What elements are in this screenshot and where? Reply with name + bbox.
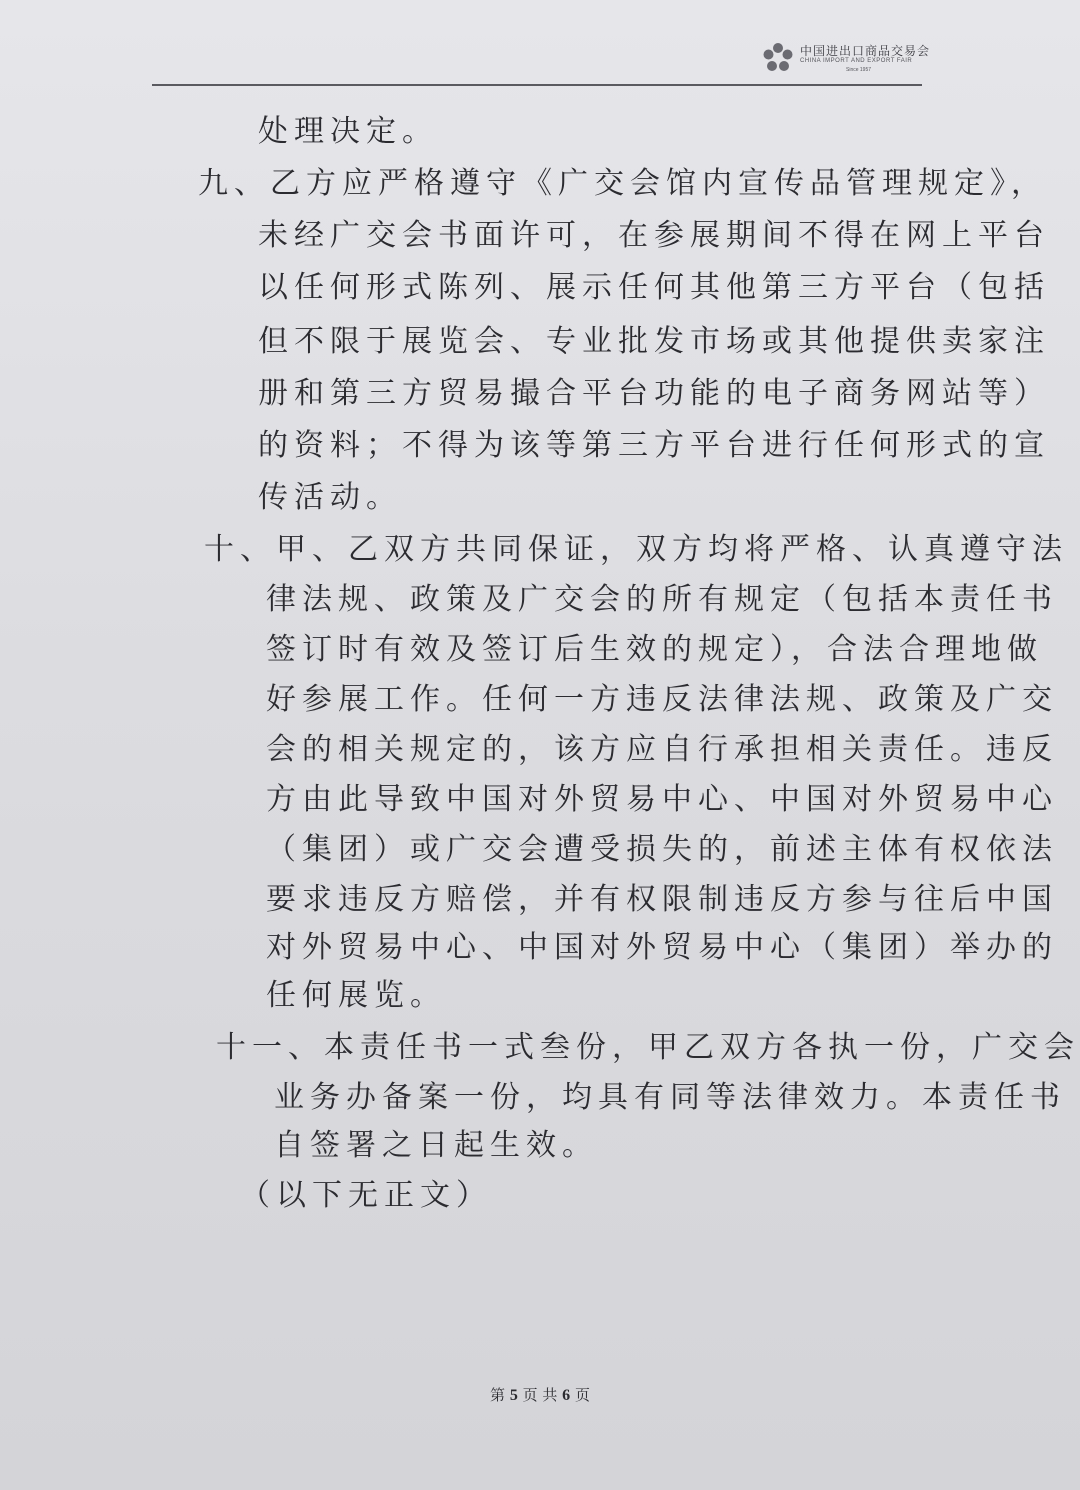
page-number-prefix: 第 <box>490 1386 506 1404</box>
logo-english-text: CHINA IMPORT AND EXPORT FAIR <box>800 58 913 64</box>
body-line: 自签署之日起生效。 <box>274 1128 598 1163</box>
body-line: （集团）或广交会遭受损失的，前述主体有权依法 <box>266 832 1058 867</box>
header-divider <box>152 84 922 86</box>
page-number-suffix: 页 <box>574 1386 590 1404</box>
clause-9-heading-line: 九、乙方应严格遵守《广交会馆内宣传品管理规定》， <box>198 166 1047 201</box>
end-of-text-note: （以下无正文） <box>240 1178 492 1213</box>
body-line: 册和第三方贸易撮合平台功能的电子商务网站等） <box>258 376 1050 411</box>
body-line: 签订时有效及签订后生效的规定），合法合理地做 <box>266 632 1043 667</box>
page-number <box>0 1384 1080 1405</box>
body-line: 传活动。 <box>258 480 402 515</box>
total-pages: 6 <box>562 1387 571 1404</box>
body-line: 但不限于展览会、专业批发市场或其他提供卖家注 <box>258 324 1050 359</box>
body-line: 业务办备案一份，均具有同等法律效力。本责任书 <box>274 1080 1066 1115</box>
body-line: 方由此导致中国对外贸易中心、中国对外贸易中心 <box>266 782 1058 817</box>
body-line: 的资料；不得为该等第三方平台进行任何形式的宣 <box>258 428 1050 463</box>
body-line: 对外贸易中心、中国对外贸易中心（集团）举办的 <box>266 930 1058 965</box>
logo-since-text: Since 1957 <box>846 67 872 73</box>
page-number-middle: 页 共 <box>522 1386 558 1404</box>
body-line: 会的相关规定的，该方应自行承担相关责任。违反 <box>266 732 1058 767</box>
clause-11-heading-line: 十一、本责任书一式叁份，甲乙双方各执一份，广交会 <box>216 1030 1080 1065</box>
body-line: 以任何形式陈列、展示任何其他第三方平台（包括 <box>258 270 1050 305</box>
body-line: 要求违反方赔偿，并有权限制违反方参与往后中国 <box>266 882 1058 917</box>
body-line: 处理决定。 <box>258 114 438 149</box>
canton-fair-logo <box>760 40 930 76</box>
body-line: 任何展览。 <box>266 978 446 1013</box>
current-page: 5 <box>509 1387 518 1404</box>
clause-10-heading-line: 十、甲、乙双方共同保证，双方均将严格、认真遵守法 <box>204 532 1068 567</box>
flower-logo-icon <box>760 40 796 76</box>
logo-chinese-text: 中国进出口商品交易会 <box>800 44 931 58</box>
body-line: 未经广交会书面许可，在参展期间不得在网上平台 <box>258 218 1050 253</box>
body-line: 好参展工作。任何一方违反法律法规、政策及广交 <box>266 682 1058 717</box>
body-line: 律法规、政策及广交会的所有规定（包括本责任书 <box>266 582 1058 617</box>
